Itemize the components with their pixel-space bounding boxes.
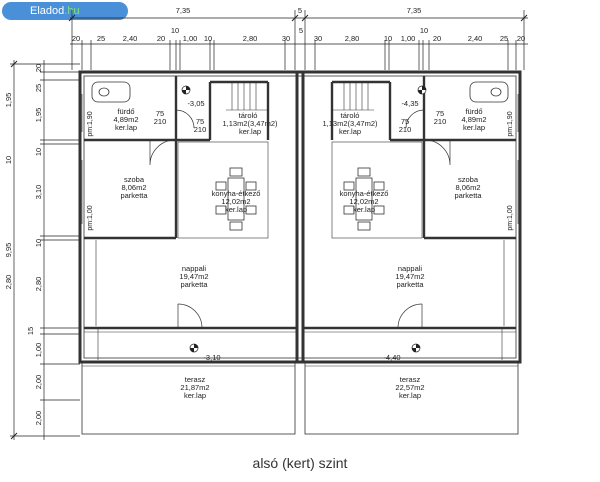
dim-top-seg: 25 [499,34,509,43]
room-area-terrace-right: 22,57m2 [395,383,425,392]
room-area-bath-left: 4,89m2 [113,115,139,124]
dim-top-seg: 20 [71,34,81,43]
room-area-storage-left: 1,13m2(3,47m2) [222,119,278,128]
dim-left-seg: 1,00 [34,342,43,358]
dim-left-seg: 1,95 [34,107,43,123]
level-top-right: -4,35 [401,99,419,108]
logo-name: Eladod [30,5,65,17]
room-area-living-left: 19,47m2 [179,272,209,281]
room-name-terrace-right: terasz [399,375,421,384]
dim-top-seg: 2,40 [467,34,483,43]
dim-left-seg: 3,10 [34,184,43,200]
room-name-room-left: szoba [123,175,145,184]
window-label-room-left: pm:1,00 [87,205,94,231]
room-area-terrace-left: 21,87m2 [180,383,210,392]
room-floor-storage-left: ker.lap [238,127,262,136]
room-floor-storage-right: ker.lap [338,127,362,136]
dim-top-seg: 1,00 [400,34,416,43]
window-label-room-right: pm:1,00 [507,205,514,231]
plan-caption: alsó (kert) szint [252,455,348,471]
room-name-room-right: szoba [457,175,479,184]
room-floor-terrace-left: ker.lap [183,391,207,400]
room-name-storage-right: tároló [340,111,360,120]
room-area-storage-right: 1,13m2(3,47m2) [322,119,378,128]
room-floor-bath-right: ker.lap [462,123,486,132]
room-floor-terrace-right: ker.lap [398,391,422,400]
dim-top-seg: 30 [281,34,291,43]
room-name-terrace-left: terasz [184,375,206,384]
dim-top-seg: 10 [203,34,213,43]
dim-left-seg: 2,00 [34,410,43,426]
dim-left-seg: 10 [34,147,43,157]
room-floor-room-left: parketta [120,191,148,200]
dim-top-seg: 25 [96,34,106,43]
room-name-storage-left: tároló [238,111,258,120]
dim-top-seg: 5 [298,26,304,35]
room-area-kitchen-right: 12,02m2 [349,197,379,206]
dim-top-seg: 20 [516,34,526,43]
dim-left-seg: 2,80 [34,276,43,292]
dim-top-total-mid: 5 [297,6,303,15]
room-area-living-right: 19,47m2 [395,272,425,281]
door-width-right-1: 75 [435,109,445,118]
room-floor-living-right: parketta [396,280,424,289]
room-name-bath-left: fürdő [117,107,135,116]
dim-top-seg: 20 [156,34,166,43]
room-floor-living-left: parketta [180,280,208,289]
room-name-living-left: nappali [181,264,207,273]
level-top-left: -3,05 [187,99,205,108]
dim-top-seg: 10 [170,26,180,35]
dim-top-seg: 20 [432,34,442,43]
room-area-kitchen-left: 12,02m2 [221,197,251,206]
room-area-bath-right: 4,89m2 [461,115,487,124]
dim-top-seg: 2,80 [242,34,258,43]
room-floor-kitchen-left: ker.lap [224,205,248,214]
room-area-room-left: 8,06m2 [121,183,147,192]
dim-top-total-left: 7,35 [175,6,191,15]
door-height-right-1: 210 [433,117,447,126]
room-name-kitchen-right: konyha-étkező [339,189,389,198]
room-name-kitchen-left: konyha-étkező [211,189,261,198]
door-width-right-2: 75 [400,117,410,126]
dim-top-seg: 10 [419,26,429,35]
door-height-left-1: 210 [153,117,167,126]
dim-top-total-right: 7,35 [406,6,422,15]
dim-top-seg: 30 [313,34,323,43]
window-label-bath-right: pm:1,90 [507,111,514,137]
room-floor-kitchen-right: ker.lap [352,205,376,214]
logo-tld: .hu [64,5,80,17]
door-width-left-2: 75 [195,117,205,126]
dim-left-seg: 1,95 [4,92,13,108]
room-name-bath-right: fürdő [465,107,483,116]
dim-left-total: 9,95 [4,242,13,258]
dim-top-seg: 1,00 [182,34,198,43]
door-height-right-2: 210 [398,125,412,134]
window-label-bath-left: pm:1,90 [87,111,94,137]
door-height-left-2: 210 [193,125,207,134]
dim-left-seg: 25 [34,83,43,93]
room-floor-bath-left: ker.lap [114,123,138,132]
level-bottom-right: -4,40 [383,353,401,362]
level-bottom-left: -3,10 [203,353,221,362]
room-floor-room-right: parketta [454,191,482,200]
dim-left-seg: 10 [34,238,43,248]
dim-left-seg: 10 [4,155,13,165]
dim-top-seg: 10 [383,34,393,43]
dim-left-seg: 15 [26,326,35,336]
dim-top-seg: 2,80 [344,34,360,43]
door-width-left-1: 75 [155,109,165,118]
dim-top-seg: 2,40 [122,34,138,43]
dim-left-seg: 2,80 [4,274,13,290]
room-area-room-right: 8,06m2 [455,183,481,192]
room-name-living-right: nappali [397,264,423,273]
dim-left-seg: 2,00 [34,374,43,390]
dim-left-seg: 20 [34,63,43,73]
